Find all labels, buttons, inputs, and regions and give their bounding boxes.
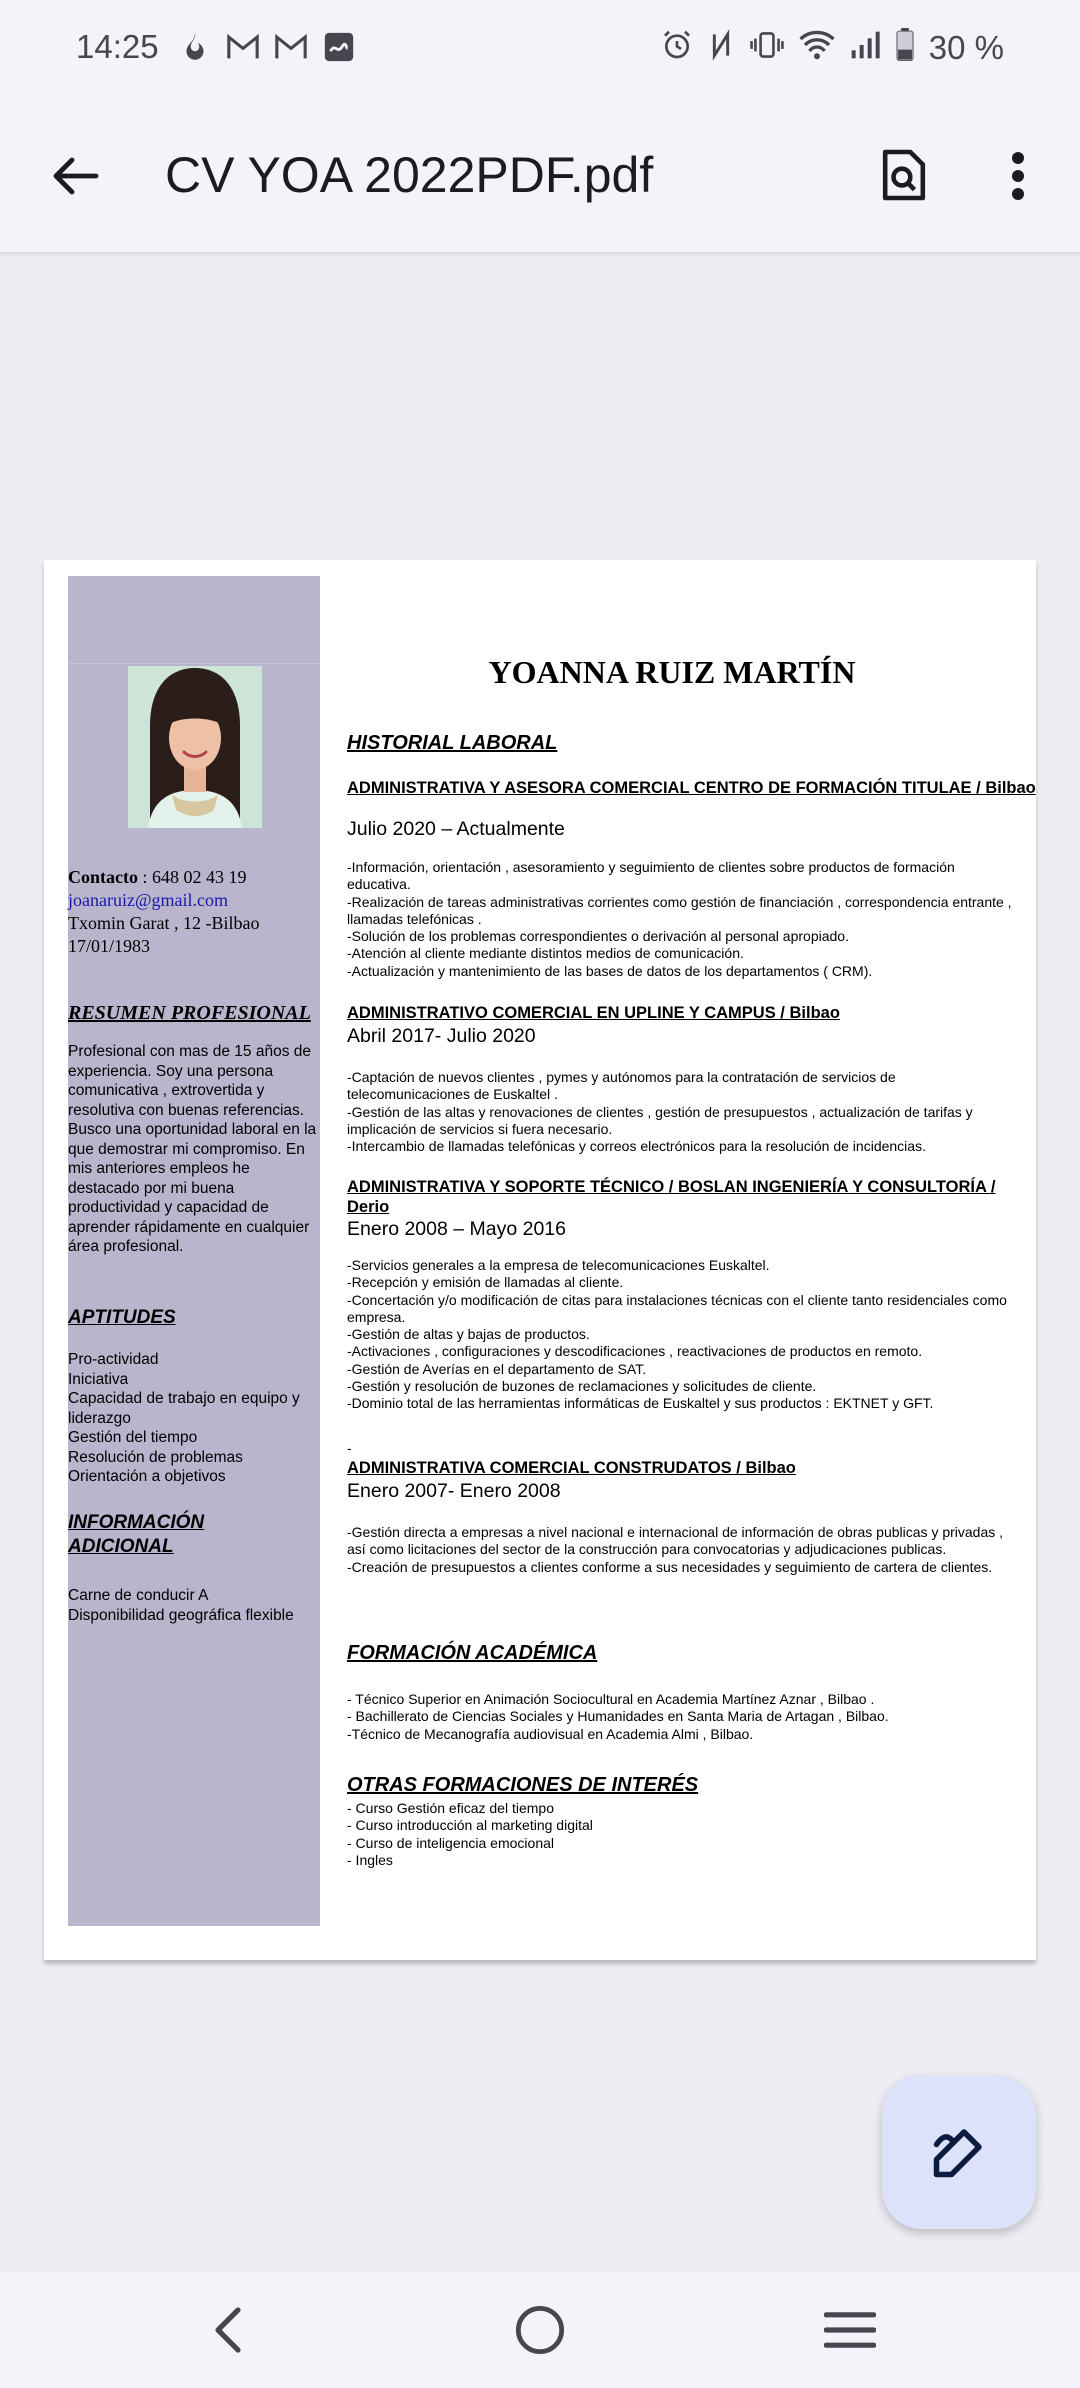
job-duty-item: -Gestión de las altas y renovaciones de clientes , gestión de presupuestos , actualización de tarifas y implicación de servicios si fuera necesario. — [347, 1103, 973, 1137]
battery-icon — [895, 28, 915, 67]
job-duty-item: -Activaciones , configuraciones y descodificaciones , reactivaciones de productos en remoto. — [347, 1343, 923, 1360]
battery-percentage: 30 % — [928, 28, 1004, 66]
info-heading: INFORMACIÓN ADICIONAL — [68, 1512, 205, 1557]
nav-home-button[interactable] — [510, 2300, 570, 2360]
document-title: CV YOA 2022PDF.pdf — [165, 147, 654, 203]
pdf-page[interactable] — [44, 560, 1036, 1960]
more-options-button[interactable] — [1000, 144, 1036, 208]
job-duty-item: -Gestión de altas y bajas de productos. — [347, 1326, 590, 1343]
cv-sidebar — [68, 576, 320, 1926]
otras-item: - Ingles — [347, 1851, 393, 1868]
chevron-left-icon — [210, 2306, 246, 2354]
search-document-button[interactable] — [872, 140, 936, 210]
job-duty-item: -Intercambio de llamadas telefónicas y correos electrónicos para la resolución de incidencias. — [347, 1138, 926, 1155]
profile-photo — [128, 666, 262, 828]
otras-list — [347, 1800, 1017, 1869]
otras-heading: OTRAS FORMACIONES DE INTERÉS — [347, 1774, 699, 1796]
vibrate-icon — [749, 29, 785, 66]
job-duty-item: -Recepción y emisión de llamadas al cliente. — [347, 1274, 624, 1291]
message-icon — [322, 30, 356, 69]
contact-phone: : 648 02 43 19 — [142, 867, 247, 887]
job-title: ADMINISTRATIVO COMERCIAL EN UPLINE Y CAMPUS / Bilbao — [347, 1004, 840, 1022]
info-item: Disponibilidad geográfica flexible — [68, 1606, 294, 1624]
notification-icons — [178, 30, 356, 69]
arrow-left-icon — [52, 156, 100, 196]
aptitudes-list — [68, 1350, 320, 1487]
formacion-item: - Técnico Superior en Animación Sociocultural en Academia Martínez Aznar , Bilbao . — [347, 1691, 875, 1707]
contact-label: Contacto — [68, 867, 138, 887]
menu-lines-icon — [824, 2310, 876, 2350]
edit-pen-icon — [929, 2122, 989, 2182]
contact-block — [68, 866, 320, 958]
aptitude-item: Pro-actividad — [68, 1351, 159, 1368]
flame-icon — [178, 30, 212, 69]
edit-fab[interactable] — [882, 2075, 1036, 2229]
status-bar — [0, 0, 1080, 100]
info-list — [68, 1586, 320, 1625]
otras-item: - Curso Gestión eficaz del tiempo — [347, 1800, 554, 1816]
job-duties — [347, 859, 1017, 980]
job-duty-item: -Realización de tareas administrativas corrientes como gestión de financiación , correspondencia entrante , llamadas telefónicas . — [347, 893, 1012, 927]
aptitude-item: Gestión del tiempo — [68, 1429, 198, 1446]
job-duty-item: -Gestión de Averías en el departamento de SAT. — [347, 1360, 647, 1377]
gmail-icon — [226, 32, 260, 67]
status-time: 14:25 — [76, 28, 159, 65]
contact-email[interactable]: joanaruiz@gmail.com — [68, 890, 229, 910]
system-status-icons — [661, 28, 1004, 67]
wifi-icon — [799, 30, 835, 65]
aptitudes-heading: APTITUDES — [68, 1307, 176, 1328]
gmail-icon — [274, 32, 308, 67]
contact-address: Txomin Garat , 12 -Bilbao — [68, 913, 260, 933]
job-duty-item: -Gestión directa a empresas a nivel nacional e internacional de información de obras publicas y privadas , así como licitaciones del sector de la construcción para convocatorias y adjudicaciones publicas. — [347, 1524, 1004, 1558]
job-duty-item: -Concertación y/o modificación de citas para instalaciones técnicas con el cliente tanto residenciales como empresa. — [347, 1291, 1007, 1325]
cv-name: YOANNA RUIZ MARTÍN — [488, 654, 856, 690]
job-date: Abril 2017- Julio 2020 — [347, 1025, 536, 1047]
otras-item: - Curso de inteligencia emocional — [347, 1834, 554, 1851]
aptitude-item: Orientación a objetivos — [68, 1468, 226, 1485]
job-duty-item: -Captación de nuevos clientes , pymes y autónomos para la contratación de servicios de telecomunicaciones de Euskaltel . — [347, 1069, 896, 1103]
job-date: Enero 2008 – Mayo 2016 — [347, 1218, 566, 1240]
resumen-heading: RESUMEN PROFESIONAL — [68, 1002, 311, 1024]
more-vert-icon — [1012, 152, 1024, 200]
aptitude-item: Capacidad de trabajo en equipo y liderazgo — [68, 1390, 300, 1427]
resumen-text: Profesional con mas de 15 años de experiencia. Soy una persona comunicativa , extrovertida y resolutiva con buenas referencias. Busco una oportunidad laboral en la que demostrar mi compromiso. En mis anteriores empleos he destacado por mi buena productividad y capacidad de aprender rápidamente en cualquier área profesional. — [68, 1043, 317, 1255]
job-duty-item: -Dominio total de las herramientas informáticas de Euskaltel y sus productos : EKTNET y GFT. — [347, 1395, 934, 1412]
sidebar-header-band — [68, 576, 320, 664]
nav-back-button[interactable] — [198, 2300, 258, 2360]
job-duty-item: -Creación de presupuestos a clientes conforme a sus necesidades y seguimiento de cartera de clientes. — [347, 1558, 993, 1575]
aptitude-item: Resolución de problemas — [68, 1448, 243, 1466]
aptitude-item: Iniciativa — [68, 1370, 129, 1388]
system-nav-bar — [0, 2272, 1080, 2388]
job-duty-item: -Servicios generales a la empresa de telecomunicaciones Euskaltel. — [347, 1257, 770, 1273]
job-duties — [347, 1069, 1017, 1155]
formacion-heading: FORMACIÓN ACADÉMICA — [347, 1642, 598, 1664]
app-bar — [0, 100, 1080, 252]
job-duty-item: -Atención al cliente mediante distintos medios de comunicación. — [347, 945, 744, 962]
nfc-icon — [707, 29, 735, 66]
formacion-item: -Técnico de Mecanografía audiovisual en Academia Almi , Bilbao. — [347, 1725, 754, 1742]
formacion-list — [347, 1691, 1017, 1743]
contact-birthdate: 17/01/1983 — [68, 936, 151, 956]
job-date: Enero 2007- Enero 2008 — [347, 1480, 561, 1502]
back-button[interactable] — [46, 146, 106, 206]
job-date: Julio 2020 – Actualmente — [347, 818, 565, 840]
job-title: ADMINISTRATIVA COMERCIAL CONSTRUDATOS / Bilbao — [347, 1459, 796, 1477]
job-separator: - — [347, 1440, 352, 1456]
job-duty-item: -Solución de los problemas correspondientes o derivación al personal apropiado. — [347, 928, 849, 945]
historial-heading: HISTORIAL LABORAL — [347, 732, 558, 754]
job-duty-item: -Gestión y resolución de buzones de reclamaciones y solicitudes de cliente. — [347, 1378, 817, 1395]
info-item: Carne de conducir A — [68, 1587, 209, 1604]
alarm-icon — [661, 29, 693, 66]
job-title: ADMINISTRATIVA Y ASESORA COMERCIAL CENTRO DE FORMACIÓN TITULAE / Bilbao — [347, 779, 1036, 797]
document-search-icon — [881, 147, 927, 203]
job-duty-item: -Actualización y mantenimiento de las bases de datos de los departamentos ( CRM). — [347, 962, 873, 979]
home-circle-icon — [514, 2304, 566, 2356]
job-duties — [347, 1524, 1017, 1576]
formacion-item: - Bachillerato de Ciencias Sociales y Humanidades en Santa Maria de Artagan , Bilbao. — [347, 1708, 889, 1725]
otras-item: - Curso introducción al marketing digital — [347, 1817, 593, 1834]
job-duties — [347, 1257, 1017, 1413]
job-duty-item: -Información, orientación , asesoramiento y seguimiento de clientes sobre productos de formación educativa. — [347, 859, 955, 893]
job-title: ADMINISTRATIVA Y SOPORTE TÉCNICO / BOSLAN INGENIERÍA Y CONSULTORÍA / Derio — [347, 1178, 996, 1216]
signal-icon — [849, 30, 881, 65]
nav-recents-button[interactable] — [820, 2300, 880, 2360]
